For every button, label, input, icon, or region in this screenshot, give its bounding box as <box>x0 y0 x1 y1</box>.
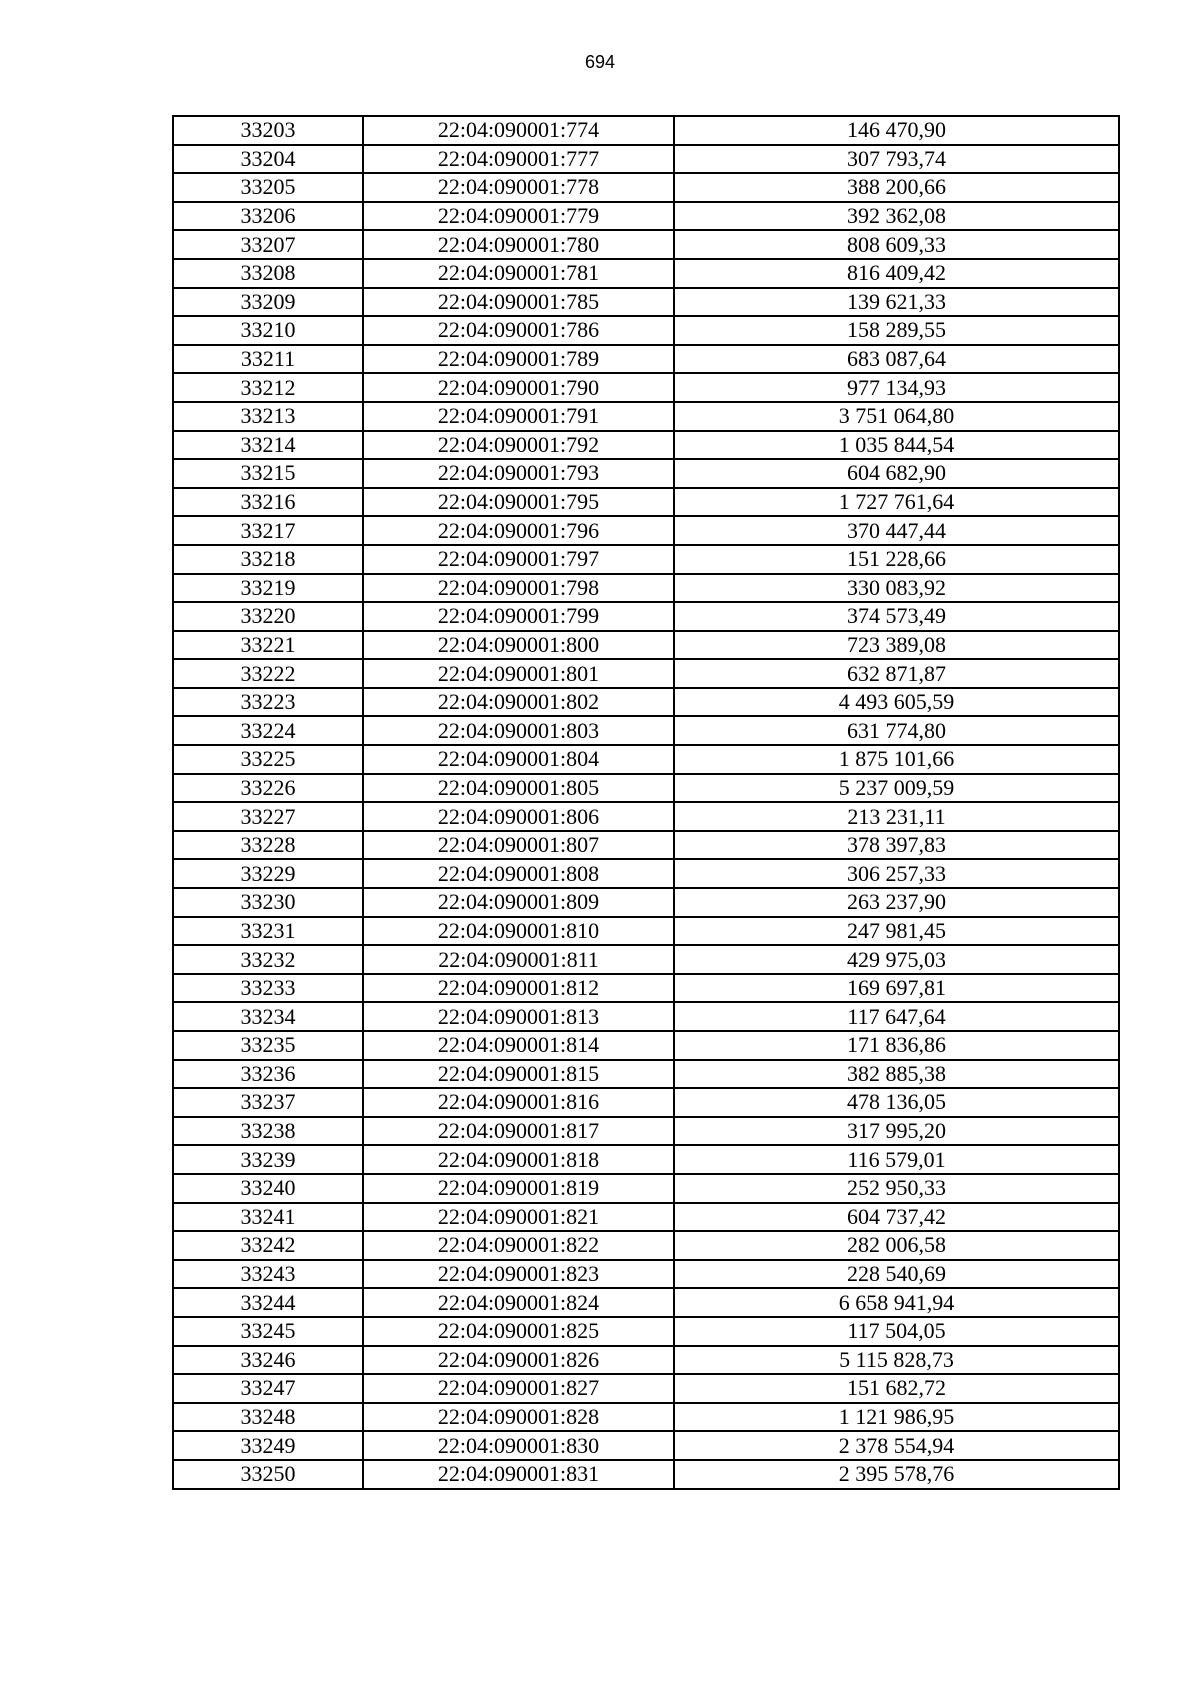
table-row <box>173 1288 1119 1317</box>
row-number-cell: 33215 <box>173 459 363 488</box>
cadastral-value-cell: 5 237 009,59 <box>674 774 1119 803</box>
cadastral-number-cell: 22:04:090001:792 <box>363 431 674 460</box>
row-number-cell: 33213 <box>173 402 363 431</box>
cadastral-number-cell: 22:04:090001:822 <box>363 1231 674 1260</box>
cadastral-number-cell: 22:04:090001:789 <box>363 345 674 374</box>
row-number-cell: 33223 <box>173 688 363 717</box>
row-number-cell: 33233 <box>173 974 363 1003</box>
cadastral-number-cell: 22:04:090001:819 <box>363 1174 674 1203</box>
table-row <box>173 1231 1119 1260</box>
cadastral-number-cell: 22:04:090001:817 <box>363 1117 674 1146</box>
table-row <box>173 1031 1119 1060</box>
table-row <box>173 1374 1119 1403</box>
cadastral-value-cell: 282 006,58 <box>674 1231 1119 1260</box>
cadastral-number-cell: 22:04:090001:803 <box>363 716 674 745</box>
table-row <box>173 831 1119 860</box>
cadastral-value-cell: 429 975,03 <box>674 945 1119 974</box>
cadastral-number-cell: 22:04:090001:814 <box>363 1031 674 1060</box>
row-number-cell: 33238 <box>173 1117 363 1146</box>
cadastral-value-cell: 151 228,66 <box>674 545 1119 574</box>
cadastral-number-cell: 22:04:090001:825 <box>363 1317 674 1346</box>
cadastral-value-cell: 374 573,49 <box>674 602 1119 631</box>
row-number-cell: 33221 <box>173 631 363 660</box>
table-row <box>173 574 1119 603</box>
cadastral-number-cell: 22:04:090001:791 <box>363 402 674 431</box>
table-row <box>173 230 1119 259</box>
cadastral-number-cell: 22:04:090001:796 <box>363 516 674 545</box>
cadastral-value-cell: 158 289,55 <box>674 316 1119 345</box>
table-row <box>173 402 1119 431</box>
table-row <box>173 917 1119 946</box>
row-number-cell: 33237 <box>173 1088 363 1117</box>
cadastral-value-cell: 632 871,87 <box>674 659 1119 688</box>
cadastral-value-cell: 228 540,69 <box>674 1260 1119 1289</box>
cadastral-value-cell: 213 231,11 <box>674 802 1119 831</box>
cadastral-number-cell: 22:04:090001:795 <box>363 488 674 517</box>
row-number-cell: 33232 <box>173 945 363 974</box>
table-row <box>173 1317 1119 1346</box>
cadastral-number-cell: 22:04:090001:774 <box>363 116 674 145</box>
row-number-cell: 33246 <box>173 1346 363 1375</box>
row-number-cell: 33231 <box>173 917 363 946</box>
cadastral-value-table <box>172 115 1120 1490</box>
row-number-cell: 33239 <box>173 1145 363 1174</box>
table-row <box>173 859 1119 888</box>
row-number-cell: 33240 <box>173 1174 363 1203</box>
cadastral-value-cell: 330 083,92 <box>674 574 1119 603</box>
cadastral-value-cell: 1 727 761,64 <box>674 488 1119 517</box>
cadastral-number-cell: 22:04:090001:781 <box>363 259 674 288</box>
row-number-cell: 33203 <box>173 116 363 145</box>
row-number-cell: 33247 <box>173 1374 363 1403</box>
row-number-cell: 33234 <box>173 1002 363 1031</box>
row-number-cell: 33216 <box>173 488 363 517</box>
cadastral-value-cell: 117 647,64 <box>674 1002 1119 1031</box>
table-row <box>173 659 1119 688</box>
table-row <box>173 373 1119 402</box>
table-row <box>173 545 1119 574</box>
table-row <box>173 259 1119 288</box>
cadastral-number-cell: 22:04:090001:786 <box>363 316 674 345</box>
cadastral-number-cell: 22:04:090001:802 <box>363 688 674 717</box>
cadastral-value-cell: 117 504,05 <box>674 1317 1119 1346</box>
table-row <box>173 145 1119 174</box>
cadastral-number-cell: 22:04:090001:828 <box>363 1403 674 1432</box>
cadastral-value-cell: 478 136,05 <box>674 1088 1119 1117</box>
cadastral-value-cell: 171 836,86 <box>674 1031 1119 1060</box>
row-number-cell: 33229 <box>173 859 363 888</box>
row-number-cell: 33220 <box>173 602 363 631</box>
cadastral-number-cell: 22:04:090001:805 <box>363 774 674 803</box>
cadastral-number-cell: 22:04:090001:790 <box>363 373 674 402</box>
cadastral-value-cell: 151 682,72 <box>674 1374 1119 1403</box>
row-number-cell: 33214 <box>173 431 363 460</box>
cadastral-value-cell: 370 447,44 <box>674 516 1119 545</box>
table-row <box>173 288 1119 317</box>
table-row <box>173 1060 1119 1089</box>
page-number: 694 <box>584 52 616 72</box>
cadastral-value-cell: 317 995,20 <box>674 1117 1119 1146</box>
cadastral-number-cell: 22:04:090001:777 <box>363 145 674 174</box>
row-number-cell: 33245 <box>173 1317 363 1346</box>
row-number-cell: 33205 <box>173 173 363 202</box>
table-row <box>173 1088 1119 1117</box>
cadastral-value-cell: 307 793,74 <box>674 145 1119 174</box>
table-row <box>173 116 1119 145</box>
cadastral-value-cell: 683 087,64 <box>674 345 1119 374</box>
cadastral-value-cell: 5 115 828,73 <box>674 1346 1119 1375</box>
cadastral-number-cell: 22:04:090001:815 <box>363 1060 674 1089</box>
cadastral-number-cell: 22:04:090001:797 <box>363 545 674 574</box>
cadastral-number-cell: 22:04:090001:830 <box>363 1431 674 1460</box>
cadastral-number-cell: 22:04:090001:827 <box>363 1374 674 1403</box>
cadastral-number-cell: 22:04:090001:823 <box>363 1260 674 1289</box>
cadastral-value-cell: 808 609,33 <box>674 230 1119 259</box>
cadastral-value-cell: 1 875 101,66 <box>674 745 1119 774</box>
row-number-cell: 33210 <box>173 316 363 345</box>
cadastral-number-cell: 22:04:090001:804 <box>363 745 674 774</box>
table-row <box>173 345 1119 374</box>
table-row <box>173 1431 1119 1460</box>
cadastral-number-cell: 22:04:090001:780 <box>363 230 674 259</box>
cadastral-number-cell: 22:04:090001:793 <box>363 459 674 488</box>
row-number-cell: 33228 <box>173 831 363 860</box>
row-number-cell: 33208 <box>173 259 363 288</box>
cadastral-number-cell: 22:04:090001:831 <box>363 1460 674 1489</box>
table-row <box>173 1117 1119 1146</box>
cadastral-number-cell: 22:04:090001:810 <box>363 917 674 946</box>
table-row <box>173 745 1119 774</box>
cadastral-number-cell: 22:04:090001:800 <box>363 631 674 660</box>
cadastral-number-cell: 22:04:090001:826 <box>363 1346 674 1375</box>
cadastral-value-cell: 1 035 844,54 <box>674 431 1119 460</box>
table-row <box>173 802 1119 831</box>
cadastral-number-cell: 22:04:090001:811 <box>363 945 674 974</box>
table-row <box>173 488 1119 517</box>
row-number-cell: 33212 <box>173 373 363 402</box>
cadastral-number-cell: 22:04:090001:809 <box>363 888 674 917</box>
cadastral-number-cell: 22:04:090001:813 <box>363 1002 674 1031</box>
table-row <box>173 602 1119 631</box>
table-row <box>173 631 1119 660</box>
cadastral-value-cell: 247 981,45 <box>674 917 1119 946</box>
row-number-cell: 33218 <box>173 545 363 574</box>
row-number-cell: 33209 <box>173 288 363 317</box>
cadastral-number-cell: 22:04:090001:801 <box>363 659 674 688</box>
row-number-cell: 33250 <box>173 1460 363 1489</box>
cadastral-number-cell: 22:04:090001:778 <box>363 173 674 202</box>
cadastral-value-cell: 252 950,33 <box>674 1174 1119 1203</box>
cadastral-value-cell: 1 121 986,95 <box>674 1403 1119 1432</box>
table-row <box>173 974 1119 1003</box>
table-row <box>173 774 1119 803</box>
table-row <box>173 1002 1119 1031</box>
cadastral-number-cell: 22:04:090001:818 <box>363 1145 674 1174</box>
row-number-cell: 33225 <box>173 745 363 774</box>
table-body <box>173 116 1119 1489</box>
table-row <box>173 1203 1119 1232</box>
cadastral-number-cell: 22:04:090001:808 <box>363 859 674 888</box>
cadastral-value-cell: 392 362,08 <box>674 202 1119 231</box>
table-row <box>173 202 1119 231</box>
cadastral-value-cell: 4 493 605,59 <box>674 688 1119 717</box>
row-number-cell: 33207 <box>173 230 363 259</box>
row-number-cell: 33224 <box>173 716 363 745</box>
table-row <box>173 1403 1119 1432</box>
cadastral-number-cell: 22:04:090001:799 <box>363 602 674 631</box>
row-number-cell: 33241 <box>173 1203 363 1232</box>
cadastral-value-cell: 604 737,42 <box>674 1203 1119 1232</box>
cadastral-value-cell: 388 200,66 <box>674 173 1119 202</box>
cadastral-number-cell: 22:04:090001:798 <box>363 574 674 603</box>
cadastral-number-cell: 22:04:090001:785 <box>363 288 674 317</box>
row-number-cell: 33248 <box>173 1403 363 1432</box>
cadastral-value-cell: 139 621,33 <box>674 288 1119 317</box>
table-row <box>173 1460 1119 1489</box>
cadastral-value-cell: 977 134,93 <box>674 373 1119 402</box>
table-row <box>173 1145 1119 1174</box>
table-row <box>173 1346 1119 1375</box>
row-number-cell: 33211 <box>173 345 363 374</box>
row-number-cell: 33230 <box>173 888 363 917</box>
table-row <box>173 1260 1119 1289</box>
table-row <box>173 431 1119 460</box>
table-row <box>173 716 1119 745</box>
table-row <box>173 316 1119 345</box>
cadastral-value-cell: 116 579,01 <box>674 1145 1119 1174</box>
row-number-cell: 33222 <box>173 659 363 688</box>
row-number-cell: 33217 <box>173 516 363 545</box>
row-number-cell: 33236 <box>173 1060 363 1089</box>
row-number-cell: 33206 <box>173 202 363 231</box>
cadastral-value-cell: 604 682,90 <box>674 459 1119 488</box>
table-row <box>173 173 1119 202</box>
row-number-cell: 33249 <box>173 1431 363 1460</box>
table-row <box>173 516 1119 545</box>
cadastral-value-cell: 382 885,38 <box>674 1060 1119 1089</box>
table-row <box>173 459 1119 488</box>
cadastral-number-cell: 22:04:090001:816 <box>363 1088 674 1117</box>
table-row <box>173 1174 1119 1203</box>
row-number-cell: 33226 <box>173 774 363 803</box>
row-number-cell: 33235 <box>173 1031 363 1060</box>
cadastral-value-cell: 306 257,33 <box>674 859 1119 888</box>
cadastral-value-cell: 2 378 554,94 <box>674 1431 1119 1460</box>
cadastral-value-cell: 2 395 578,76 <box>674 1460 1119 1489</box>
table-row <box>173 945 1119 974</box>
row-number-cell: 33204 <box>173 145 363 174</box>
cadastral-value-cell: 723 389,08 <box>674 631 1119 660</box>
cadastral-value-cell: 263 237,90 <box>674 888 1119 917</box>
cadastral-value-cell: 816 409,42 <box>674 259 1119 288</box>
table-row <box>173 888 1119 917</box>
cadastral-value-cell: 6 658 941,94 <box>674 1288 1119 1317</box>
cadastral-value-cell: 146 470,90 <box>674 116 1119 145</box>
row-number-cell: 33243 <box>173 1260 363 1289</box>
cadastral-value-cell: 631 774,80 <box>674 716 1119 745</box>
row-number-cell: 33219 <box>173 574 363 603</box>
cadastral-value-cell: 3 751 064,80 <box>674 402 1119 431</box>
row-number-cell: 33227 <box>173 802 363 831</box>
cadastral-number-cell: 22:04:090001:806 <box>363 802 674 831</box>
cadastral-number-cell: 22:04:090001:779 <box>363 202 674 231</box>
cadastral-number-cell: 22:04:090001:807 <box>363 831 674 860</box>
cadastral-number-cell: 22:04:090001:824 <box>363 1288 674 1317</box>
cadastral-number-cell: 22:04:090001:812 <box>363 974 674 1003</box>
cadastral-value-cell: 169 697,81 <box>674 974 1119 1003</box>
row-number-cell: 33244 <box>173 1288 363 1317</box>
cadastral-value-cell: 378 397,83 <box>674 831 1119 860</box>
cadastral-number-cell: 22:04:090001:821 <box>363 1203 674 1232</box>
table-row <box>173 688 1119 717</box>
row-number-cell: 33242 <box>173 1231 363 1260</box>
